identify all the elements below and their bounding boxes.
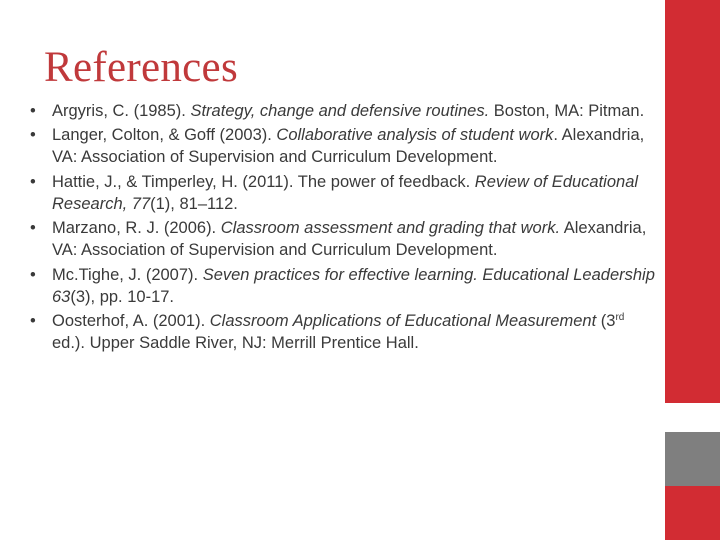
reference-text: Boston, MA: Pitman. bbox=[489, 102, 645, 120]
reference-text: . Alexandria, VA: Association of Supervision and Curriculum Development. bbox=[52, 126, 645, 167]
reference-text: Langer, Colton, & Goff (2003). bbox=[52, 126, 277, 145]
accent-band-gray bbox=[665, 432, 720, 486]
reference-item bbox=[30, 217, 660, 261]
bullet-icon: • bbox=[30, 311, 36, 330]
reference-text: Hattie, J., & Timperley, H. (2011). The power of feedback. bbox=[52, 172, 475, 191]
reference-title: Classroom assessment and grading that work. bbox=[220, 219, 561, 238]
reference-item bbox=[30, 100, 660, 122]
reference-text: Mc.Tighe, J. (2007). bbox=[52, 265, 203, 284]
bullet-icon: • bbox=[30, 265, 36, 284]
reference-text: Marzano, R. J. (2006). bbox=[52, 219, 221, 238]
accent-band-bottom bbox=[665, 486, 720, 540]
reference-text: Oosterhof, A. (2001). bbox=[52, 311, 210, 330]
reference-text: (3), pp. 10-17. bbox=[70, 287, 174, 306]
bullet-icon: • bbox=[30, 126, 36, 145]
reference-title: Classroom Applications of Educational Measurement bbox=[209, 311, 597, 330]
reference-list bbox=[30, 100, 660, 356]
superscript: rd bbox=[615, 311, 625, 323]
reference-title: Seven practices for effective learning. Educational Leadership 63 bbox=[52, 265, 655, 306]
bullet-icon: • bbox=[30, 172, 36, 191]
page-title: References bbox=[44, 44, 238, 91]
reference-text: Argyris, C. (1985). bbox=[52, 102, 191, 120]
reference-item bbox=[30, 171, 660, 215]
reference-text: ed.). Upper Saddle River, NJ: Merrill Prentice Hall. bbox=[52, 333, 419, 352]
reference-text: Alexandria, VA: Association of Supervision and Curriculum Development. bbox=[52, 219, 647, 260]
bullet-icon: • bbox=[30, 219, 36, 238]
reference-title: Strategy, change and defensive routines. bbox=[190, 102, 490, 120]
reference-item bbox=[30, 310, 660, 354]
reference-item bbox=[30, 124, 660, 168]
accent-band-gap bbox=[665, 403, 720, 432]
reference-text: (1), 81–112. bbox=[150, 194, 238, 213]
reference-title: Review of Educational Research, 77 bbox=[52, 172, 639, 213]
reference-text: (3 bbox=[596, 311, 616, 330]
bullet-icon: • bbox=[30, 102, 36, 120]
accent-band-top bbox=[665, 0, 720, 403]
reference-item bbox=[30, 264, 660, 308]
reference-title: Collaborative analysis of student work bbox=[276, 126, 554, 145]
